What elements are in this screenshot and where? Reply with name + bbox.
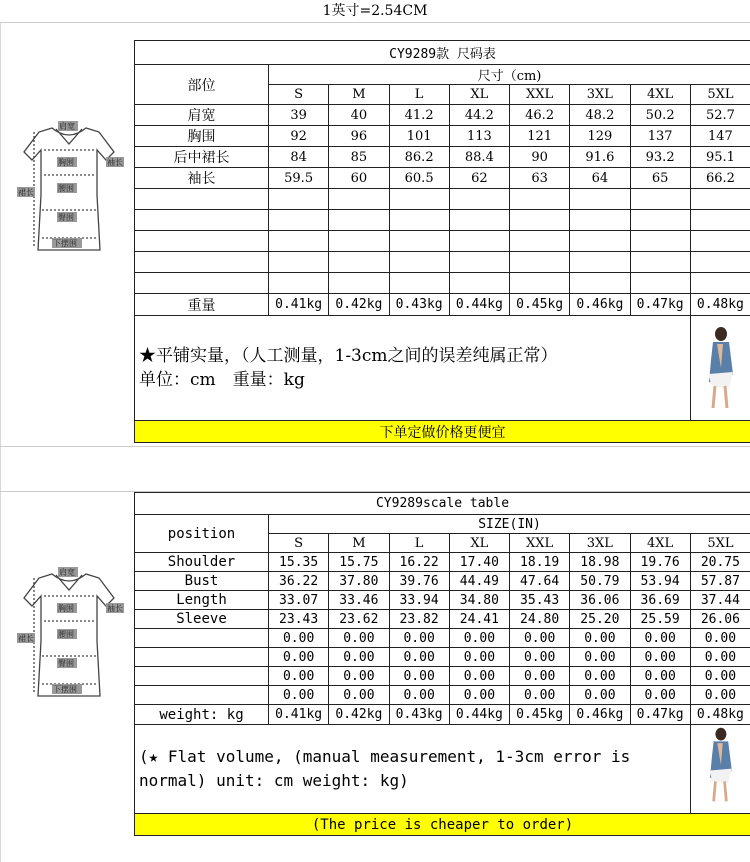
size-cell: 4XL	[630, 534, 690, 553]
measurement-row	[135, 553, 750, 572]
value-cell: 24.80	[510, 610, 570, 629]
value-cell: 19.76	[630, 553, 690, 572]
value-cell: 0.00	[630, 629, 690, 648]
row-label: 袖长	[135, 168, 269, 189]
measurement-row	[135, 126, 750, 147]
chart-title-en: CY9289scale table	[135, 493, 750, 515]
svg-text:臀围: 臀围	[58, 659, 74, 668]
weight-cell: 0.47kg	[630, 294, 690, 316]
svg-text:裙长: 裙长	[18, 188, 34, 197]
value-cell: 57.87	[690, 572, 750, 591]
size-cell: 3XL	[570, 534, 630, 553]
weight-cell: 0.44kg	[449, 705, 509, 725]
value-cell: 16.22	[389, 553, 449, 572]
svg-text:下摆围: 下摆围	[53, 685, 77, 694]
value-cell: 0.00	[269, 686, 329, 705]
value-cell: 35.43	[510, 591, 570, 610]
size-cell: S	[269, 534, 329, 553]
value-cell: 96	[329, 126, 389, 147]
value-cell: 44.2	[449, 105, 509, 126]
measurement-row	[135, 686, 750, 705]
weight-row	[135, 705, 750, 725]
size-cell: 4XL	[630, 85, 690, 105]
value-cell: 0.00	[329, 686, 389, 705]
value-cell: 101	[389, 126, 449, 147]
note-line-1: ★平铺实量，（人工测量，1-3cm之间的误差纯属正常）	[139, 346, 558, 366]
section-separator	[0, 446, 750, 492]
weight-cell: 0.45kg	[510, 294, 570, 316]
value-cell: 60.5	[389, 168, 449, 189]
value-cell: 33.94	[389, 591, 449, 610]
size-chart-cn	[134, 40, 750, 443]
value-cell: 37.80	[329, 572, 389, 591]
value-cell: 0.00	[510, 686, 570, 705]
value-cell: 40	[329, 105, 389, 126]
measurement-row	[135, 591, 750, 610]
measurement-row	[135, 629, 750, 648]
row-label	[135, 686, 269, 705]
value-cell: 0.00	[389, 667, 449, 686]
value-cell: 0.00	[510, 667, 570, 686]
model-photo	[695, 725, 745, 813]
weight-cell: 0.48kg	[690, 705, 750, 725]
value-cell: 0.00	[510, 648, 570, 667]
value-cell: 90	[510, 147, 570, 168]
value-cell: 20.75	[690, 553, 750, 572]
row-label	[135, 648, 269, 667]
svg-text:肩宽: 肩宽	[59, 568, 75, 577]
value-cell: 17.40	[449, 553, 509, 572]
value-cell: 62	[449, 168, 509, 189]
value-cell: 0.00	[570, 667, 630, 686]
value-cell: 34.80	[449, 591, 509, 610]
weight-label: weight: kg	[135, 705, 269, 725]
measurement-note-en: (★ Flat volume, (manual measurement, 1-3cm error is normal) unit: cm weight: kg)	[135, 725, 691, 814]
row-label: 胸围	[135, 126, 269, 147]
value-cell: 147	[690, 126, 750, 147]
weight-cell: 0.41kg	[269, 705, 329, 725]
value-cell: 91.6	[570, 147, 630, 168]
value-cell: 0.00	[329, 648, 389, 667]
value-cell: 0.00	[449, 686, 509, 705]
value-cell: 39.76	[389, 572, 449, 591]
size-header-en: SIZE(IN)	[269, 515, 750, 534]
weight-cell: 0.43kg	[389, 705, 449, 725]
position-header-en: position	[135, 515, 269, 553]
value-cell: 25.20	[570, 610, 630, 629]
svg-text:腰围: 腰围	[58, 184, 74, 193]
size-cell: L	[389, 85, 449, 105]
value-cell: 26.06	[690, 610, 750, 629]
value-cell: 86.2	[389, 147, 449, 168]
row-label: Bust	[135, 572, 269, 591]
size-cell: 5XL	[690, 534, 750, 553]
chart-title-cn: CY9289款 尺码表	[135, 41, 750, 65]
value-cell: 0.00	[690, 629, 750, 648]
value-cell: 53.94	[630, 572, 690, 591]
value-cell: 65	[630, 168, 690, 189]
value-cell: 0.00	[570, 629, 630, 648]
weight-cell: 0.46kg	[570, 705, 630, 725]
value-cell: 113	[449, 126, 509, 147]
value-cell: 0.00	[389, 629, 449, 648]
order-banner-cn: 下单定做价格更便宜	[135, 421, 750, 443]
weight-cell: 0.46kg	[570, 294, 630, 316]
value-cell: 36.69	[630, 591, 690, 610]
value-cell: 37.44	[690, 591, 750, 610]
model-photo-cell	[690, 725, 750, 814]
value-cell: 0.00	[510, 629, 570, 648]
size-cell: L	[389, 534, 449, 553]
measurement-note-cn	[135, 316, 691, 421]
size-chart-en	[134, 492, 750, 836]
value-cell: 25.59	[630, 610, 690, 629]
row-label: 后中裙长	[135, 147, 269, 168]
value-cell: 0.00	[449, 629, 509, 648]
value-cell: 0.00	[329, 629, 389, 648]
weight-cell: 0.41kg	[269, 294, 329, 316]
value-cell: 15.75	[329, 553, 389, 572]
value-cell: 23.82	[389, 610, 449, 629]
value-cell: 85	[329, 147, 389, 168]
value-cell: 52.7	[690, 105, 750, 126]
weight-cell: 0.44kg	[449, 294, 509, 316]
measurement-row	[135, 168, 750, 189]
size-cell: M	[329, 534, 389, 553]
value-cell: 95.1	[690, 147, 750, 168]
value-cell: 0.00	[570, 686, 630, 705]
size-cell: 3XL	[570, 85, 630, 105]
row-label: 肩宽	[135, 105, 269, 126]
value-cell: 121	[510, 126, 570, 147]
size-cell: M	[329, 85, 389, 105]
value-cell: 59.5	[269, 168, 329, 189]
value-cell: 47.64	[510, 572, 570, 591]
row-label: Sleeve	[135, 610, 269, 629]
value-cell: 88.4	[449, 147, 509, 168]
measurement-row	[135, 648, 750, 667]
model-photo	[695, 324, 745, 412]
value-cell: 23.43	[269, 610, 329, 629]
value-cell: 0.00	[570, 648, 630, 667]
value-cell: 0.00	[389, 648, 449, 667]
garment-diagram-cn	[14, 120, 124, 270]
row-label: Length	[135, 591, 269, 610]
size-header-cn: 尺寸（cm)	[269, 65, 750, 85]
row-label: Shoulder	[135, 553, 269, 572]
weight-cell: 0.42kg	[329, 705, 389, 725]
size-cell: XXL	[510, 534, 570, 553]
svg-text:袖长: 袖长	[107, 158, 123, 167]
value-cell: 18.98	[570, 553, 630, 572]
measurement-row	[135, 105, 750, 126]
unit-conversion-note: 1英寸=2.54CM	[0, 0, 750, 23]
size-cell: S	[269, 85, 329, 105]
value-cell: 48.2	[570, 105, 630, 126]
weight-cell: 0.48kg	[690, 294, 750, 316]
svg-text:腰围: 腰围	[58, 630, 74, 639]
value-cell: 0.00	[269, 648, 329, 667]
value-cell: 50.79	[570, 572, 630, 591]
value-cell: 15.35	[269, 553, 329, 572]
value-cell: 36.06	[570, 591, 630, 610]
value-cell: 0.00	[449, 667, 509, 686]
value-cell: 0.00	[690, 648, 750, 667]
value-cell: 0.00	[630, 667, 690, 686]
weight-cell: 0.45kg	[510, 705, 570, 725]
weight-cell: 0.43kg	[389, 294, 449, 316]
value-cell: 0.00	[269, 629, 329, 648]
value-cell: 33.46	[329, 591, 389, 610]
value-cell: 50.2	[630, 105, 690, 126]
value-cell: 60	[329, 168, 389, 189]
value-cell: 0.00	[690, 686, 750, 705]
size-cell: XL	[449, 85, 509, 105]
model-photo-cell	[690, 316, 750, 421]
value-cell: 41.2	[389, 105, 449, 126]
garment-diagram-en	[14, 566, 124, 716]
value-cell: 0.00	[329, 667, 389, 686]
sheet-gridline	[0, 22, 1, 862]
weight-label: 重量	[135, 294, 269, 316]
svg-text:裙长: 裙长	[18, 634, 34, 643]
value-cell: 137	[630, 126, 690, 147]
value-cell: 33.07	[269, 591, 329, 610]
order-banner-en: (The price is cheaper to order)	[135, 814, 750, 836]
row-label	[135, 629, 269, 648]
svg-text:臀围: 臀围	[58, 213, 74, 222]
note-line-2: 单位：cm 重量：kg	[139, 370, 305, 390]
weight-cell: 0.42kg	[329, 294, 389, 316]
weight-row	[135, 294, 750, 316]
value-cell: 46.2	[510, 105, 570, 126]
row-label	[135, 667, 269, 686]
value-cell: 129	[570, 126, 630, 147]
svg-text:下摆围: 下摆围	[53, 239, 77, 248]
value-cell: 0.00	[690, 667, 750, 686]
value-cell: 44.49	[449, 572, 509, 591]
value-cell: 23.62	[329, 610, 389, 629]
value-cell: 0.00	[269, 667, 329, 686]
position-header-cn: 部位	[135, 65, 269, 105]
value-cell: 0.00	[630, 686, 690, 705]
value-cell: 24.41	[449, 610, 509, 629]
value-cell: 84	[269, 147, 329, 168]
weight-cell: 0.47kg	[630, 705, 690, 725]
value-cell: 0.00	[630, 648, 690, 667]
value-cell: 0.00	[389, 686, 449, 705]
value-cell: 39	[269, 105, 329, 126]
value-cell: 93.2	[630, 147, 690, 168]
size-cell: 5XL	[690, 85, 750, 105]
size-cell: XL	[449, 534, 509, 553]
svg-text:袖长: 袖长	[107, 604, 123, 613]
value-cell: 66.2	[690, 168, 750, 189]
measurement-row	[135, 147, 750, 168]
measurement-row	[135, 572, 750, 591]
value-cell: 63	[510, 168, 570, 189]
label-shoulder: 肩宽	[59, 122, 75, 131]
value-cell: 64	[570, 168, 630, 189]
value-cell: 92	[269, 126, 329, 147]
svg-text:胸围: 胸围	[58, 158, 74, 167]
size-cell: XXL	[510, 85, 570, 105]
value-cell: 0.00	[449, 648, 509, 667]
value-cell: 18.19	[510, 553, 570, 572]
measurement-row	[135, 667, 750, 686]
measurement-row	[135, 610, 750, 629]
value-cell: 36.22	[269, 572, 329, 591]
svg-text:胸围: 胸围	[58, 604, 74, 613]
